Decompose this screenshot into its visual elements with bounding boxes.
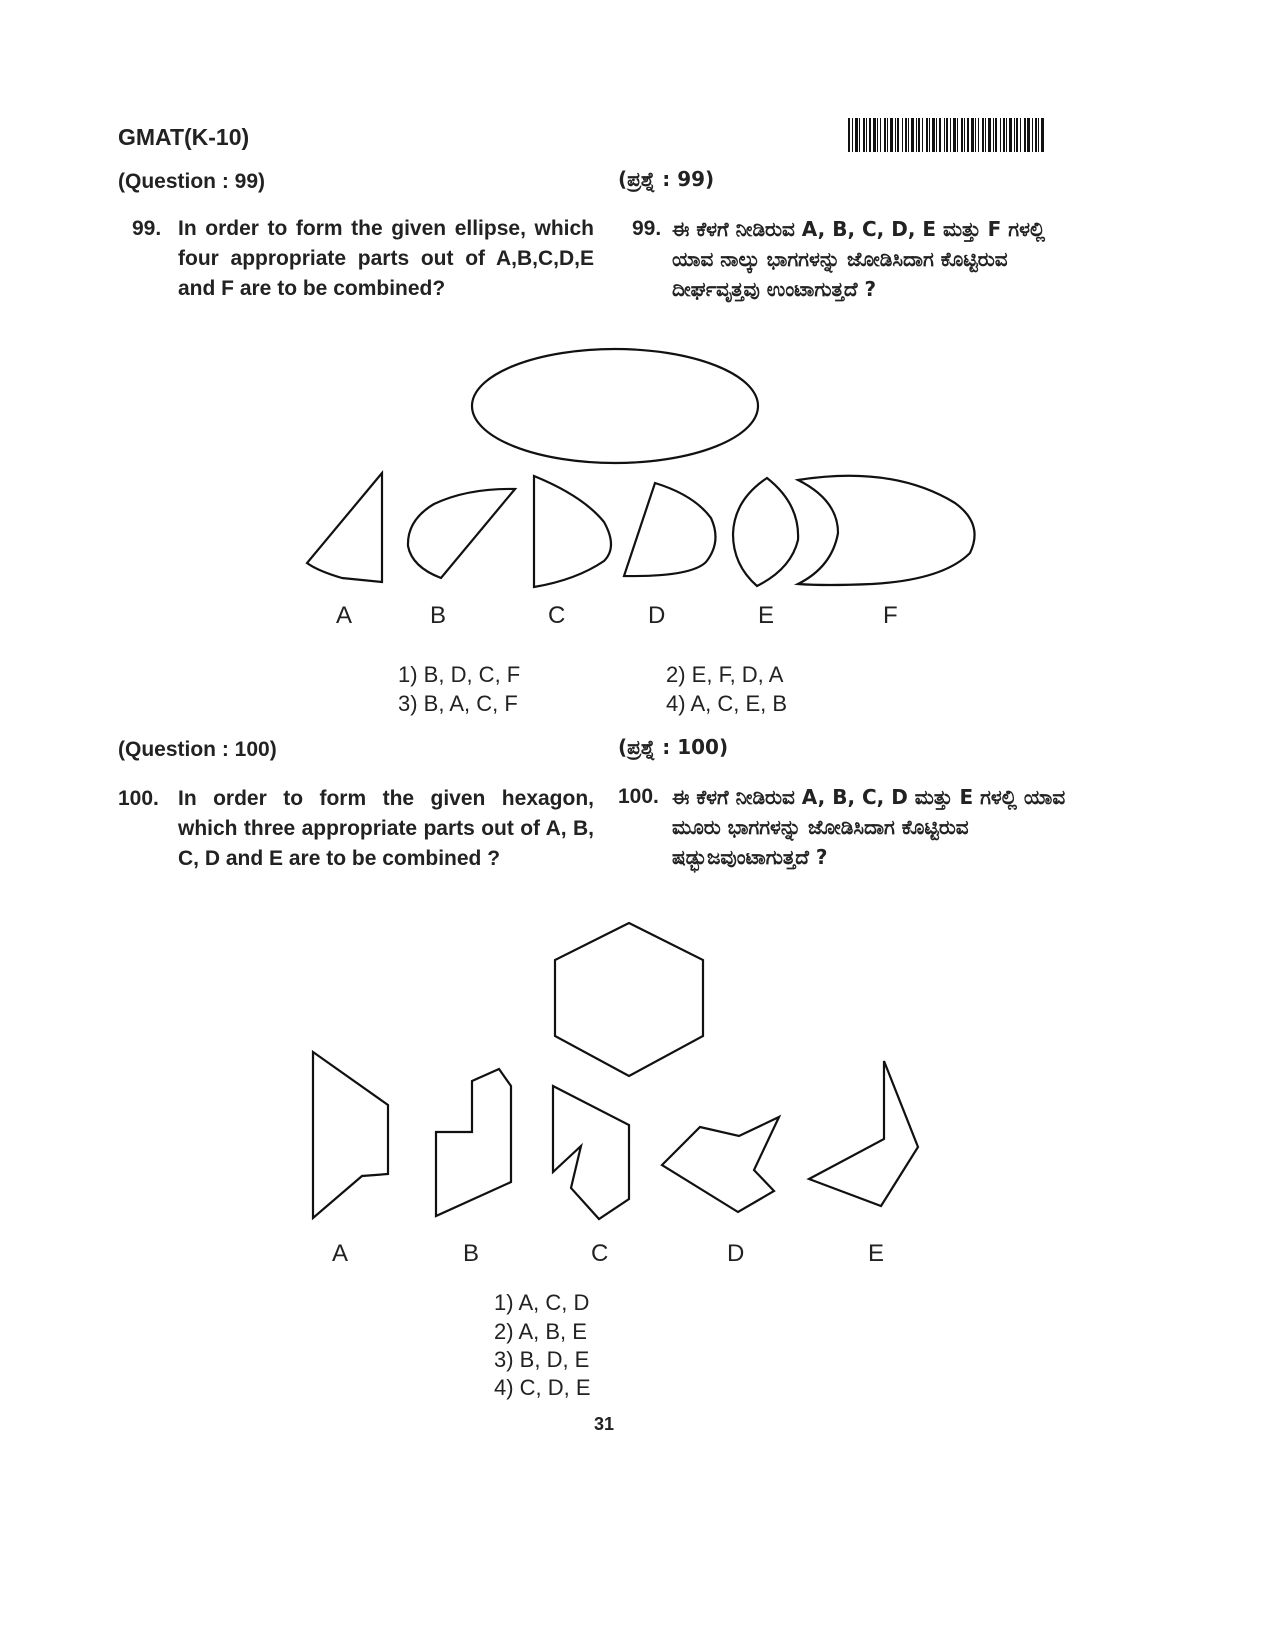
q99-part-c <box>534 476 611 587</box>
barcode <box>848 118 1092 152</box>
q99-text-kn: ಈ ಕೆಳಗೆ ನೀಡಿರುವ A, B, C, D, E ಮತ್ತು F ಗಳಲ್ಲಿ ಯಾವ ನಾಲ್ಕು ಭಾಗಗಳನ್ನು ಜೋಡಿಸಿದಾಗ ಕೊಟ್ಟಿರುವ ದೀರ್ಘವೃತ್ತವು ಉಂಟಾಗುತ್ತದೆ ? <box>672 217 1046 301</box>
q99-question-en <box>118 214 594 304</box>
q100-part-b <box>436 1069 511 1216</box>
q100-label-a: A <box>332 1240 349 1267</box>
q100-part-a <box>313 1052 388 1218</box>
q100-label-d: D <box>727 1240 745 1267</box>
q100-number-en: 100. <box>118 787 159 810</box>
q99-number-en: 99. <box>132 217 162 240</box>
q99-figure <box>0 340 1275 600</box>
q100-text-en: In order to form the given hexagon, which three appropriate parts out of A, B, C, D and E are to be combined ? <box>178 787 594 870</box>
q100-text-kn: ಈ ಕೆಳಗೆ ನೀಡಿರುವ A, B, C, D ಮತ್ತು E ಗಳಲ್ಲಿ ಯಾವ ಮೂರು ಭಾಗಗಳನ್ನು ಜೋಡಿಸಿದಾಗ ಕೊಟ್ಟಿರುವ ಷಡ್ಭುಜವುಂಟಾಗುತ್ತದೆ ? <box>672 785 1066 869</box>
q99-part-b <box>408 489 515 578</box>
q100-label-en: (Question : 100) <box>118 738 277 761</box>
q99-question-kn <box>632 214 1092 304</box>
q99-label-d: D <box>648 602 666 629</box>
q100-question-kn <box>618 782 1092 872</box>
q99-part-d <box>624 483 715 576</box>
q99-label-f: F <box>883 602 898 629</box>
q99-option-3: 3) B, A, C, F <box>398 691 518 716</box>
q99-number-kn: 99. <box>632 217 662 240</box>
q100-option-3: 3) B, D, E <box>494 1347 590 1372</box>
q99-part-e <box>733 478 798 586</box>
q99-label-c: C <box>548 602 566 629</box>
q100-target-hexagon <box>555 923 703 1076</box>
q99-option-4: 4) A, C, E, B <box>666 691 788 716</box>
q100-option-4: 4) C, D, E <box>494 1375 591 1400</box>
q99-label-kn: (ಪ್ರಶ್ನೆ : 99) <box>618 167 715 191</box>
page-number: 31 <box>594 1414 615 1434</box>
q100-option-1: 1) A, C, D <box>494 1290 590 1315</box>
q99-part-a <box>307 473 382 582</box>
q99-label-e: E <box>758 602 775 629</box>
q99-label-en: (Question : 99) <box>118 170 266 193</box>
q99-label-a: A <box>336 602 353 629</box>
q99-option-2: 2) E, F, D, A <box>666 662 784 687</box>
q100-option-2: 2) A, B, E <box>494 1319 587 1344</box>
q100-label-c: C <box>591 1240 609 1267</box>
q99-target-ellipse <box>472 349 758 463</box>
q99-text-en: In order to form the given ellipse, which four appropriate parts out of A,B,C,D,E and F are to be combined? <box>178 217 594 300</box>
q100-number-kn: 100. <box>618 785 659 808</box>
q100-label-kn: (ಪ್ರಶ್ನೆ : 100) <box>618 735 729 759</box>
q100-question-en <box>118 784 594 874</box>
q100-part-d <box>662 1117 779 1212</box>
q100-figure <box>0 910 1275 1230</box>
q100-label-b: B <box>463 1240 480 1267</box>
q99-label-b: B <box>430 602 447 629</box>
q100-label-e: E <box>868 1240 885 1267</box>
q100-part-c <box>553 1086 629 1219</box>
q100-part-e <box>809 1061 918 1206</box>
page-header-title: GMAT(K-10) <box>118 124 250 150</box>
q99-option-1: 1) B, D, C, F <box>398 662 521 687</box>
q99-part-f <box>798 476 975 585</box>
